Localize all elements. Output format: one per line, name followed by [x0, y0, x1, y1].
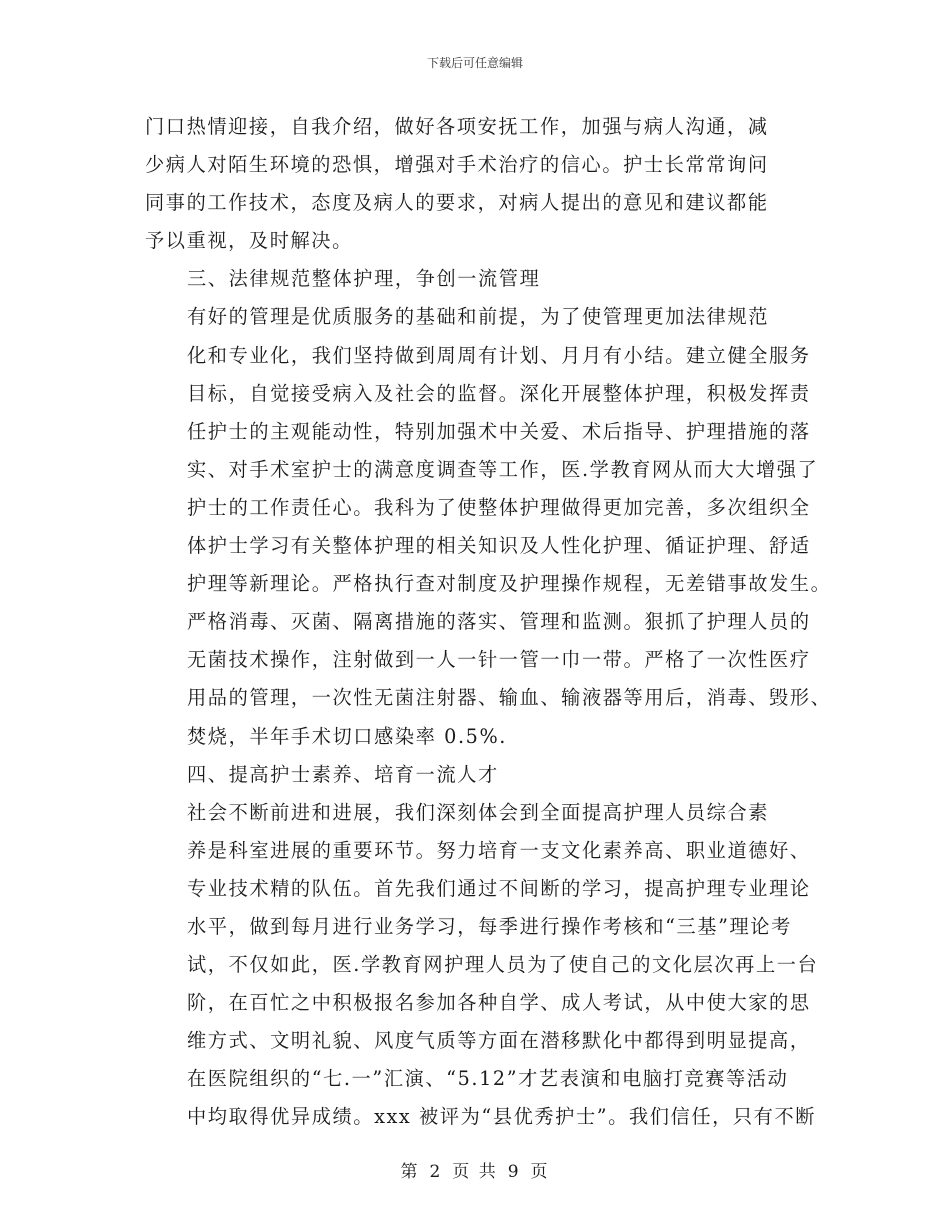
text-line: 门口热情迎接，自我介绍，做好各项安抚工作，加强与病人沟通，减: [145, 115, 769, 138]
text-line: 焚烧，半年手术切口感染率 0.5%.: [187, 724, 507, 748]
page-footer: [0, 1157, 950, 1182]
text-line: 体护士学习有关整体护理的相关知识及人性化护理、循证护理、舒适: [187, 534, 811, 558]
text-line: 护理等新理论。严格执行查对制度及护理操作规程，无差错事故发生。: [187, 572, 832, 596]
text-line: 无菌技术操作，注射做到一人一针一管一巾一带。严格了一次性医疗: [187, 648, 811, 672]
text-line: 三、法律规范整体护理，争创一流管理: [187, 267, 541, 291]
text-line: 专业技术精的队伍。首先我们通过不间断的学习，提高护理专业理论: [187, 876, 811, 900]
page-header: [0, 54, 950, 71]
paragraph: [145, 794, 819, 1137]
text-line: 维方式、文明礼貌、风度气质等方面在潜移默化中都得到明显提高，: [187, 1029, 811, 1053]
text-line: 少病人对陌生环境的恐惧，增强对手术治疗的信心。护士长常常询问: [145, 153, 769, 177]
text-line: 予以重视，及时解决。: [145, 229, 353, 253]
text-line: 四、提高护士素养、培育一流人才: [187, 762, 499, 786]
text-line: 目标，自觉接受病入及社会的监督。深化开展整体护理，积极发挥责: [187, 381, 811, 405]
header-note: 下载后可任意编辑: [426, 56, 523, 70]
text-line: 有好的管理是优质服务的基础和前提，为了使管理更加法律规范: [187, 305, 770, 329]
text-line: 社会不断前进和进展，我们深刻体会到全面提高护理人员综合素: [187, 800, 770, 824]
footer-suffix: 页: [530, 1162, 550, 1182]
text-line: 水平，做到每月进行业务学习，每季进行操作考核和“三基”理论考: [187, 914, 792, 938]
text-line: 严格消毒、灭菌、隔离措施的落实、管理和监测。狠抓了护理人员的: [187, 610, 811, 634]
paragraph: [145, 108, 810, 260]
footer-total-pages: 9: [507, 1162, 521, 1182]
paragraph: [145, 298, 832, 755]
footer-middle: 页 共: [452, 1162, 498, 1182]
text-line: 养是科室进展的重要环节。努力培育一支文化素养高、职业道德好、: [187, 838, 811, 862]
text-line: 同事的工作技术，态度及病人的要求，对病人提出的意见和建议都能: [145, 191, 769, 215]
document-body: [145, 108, 832, 1137]
text-line: 用品的管理，一次性无菌注射器、输血、输液器等用后，消毒、毁形、: [187, 686, 832, 710]
text-line: 实、对手术室护士的满意度调查等工作，医.学教育网从而大大增强了: [187, 457, 819, 481]
footer-page-number: 2: [429, 1162, 443, 1182]
text-line: 阶，在百忙之中积极报名参加各种自学、成人考试，从中使大家的思: [187, 991, 811, 1015]
text-line: 任护士的主观能动性，特别加强术中关爱、术后指导、护理措施的落: [187, 419, 811, 443]
text-line: 试，不仅如此，医.学教育网护理人员为了使自己的文化层次再上一台: [187, 953, 819, 977]
paragraph: [145, 756, 810, 794]
text-line: 化和专业化，我们坚持做到周周有计划、月月有小结。建立健全服务: [187, 343, 811, 367]
text-line: 中均取得优异成绩。xxx 被评为“县优秀护士”。我们信任，只有不断: [187, 1105, 817, 1129]
text-line: 在医院组织的“七.一”汇演、“5.12”才艺表演和电脑打竞赛等活动: [187, 1067, 789, 1091]
footer-prefix: 第: [400, 1162, 420, 1182]
paragraph: [145, 260, 810, 298]
text-line: 护士的工作责任心。我科为了使整体护理做得更加完善，多次组织全: [187, 495, 811, 519]
